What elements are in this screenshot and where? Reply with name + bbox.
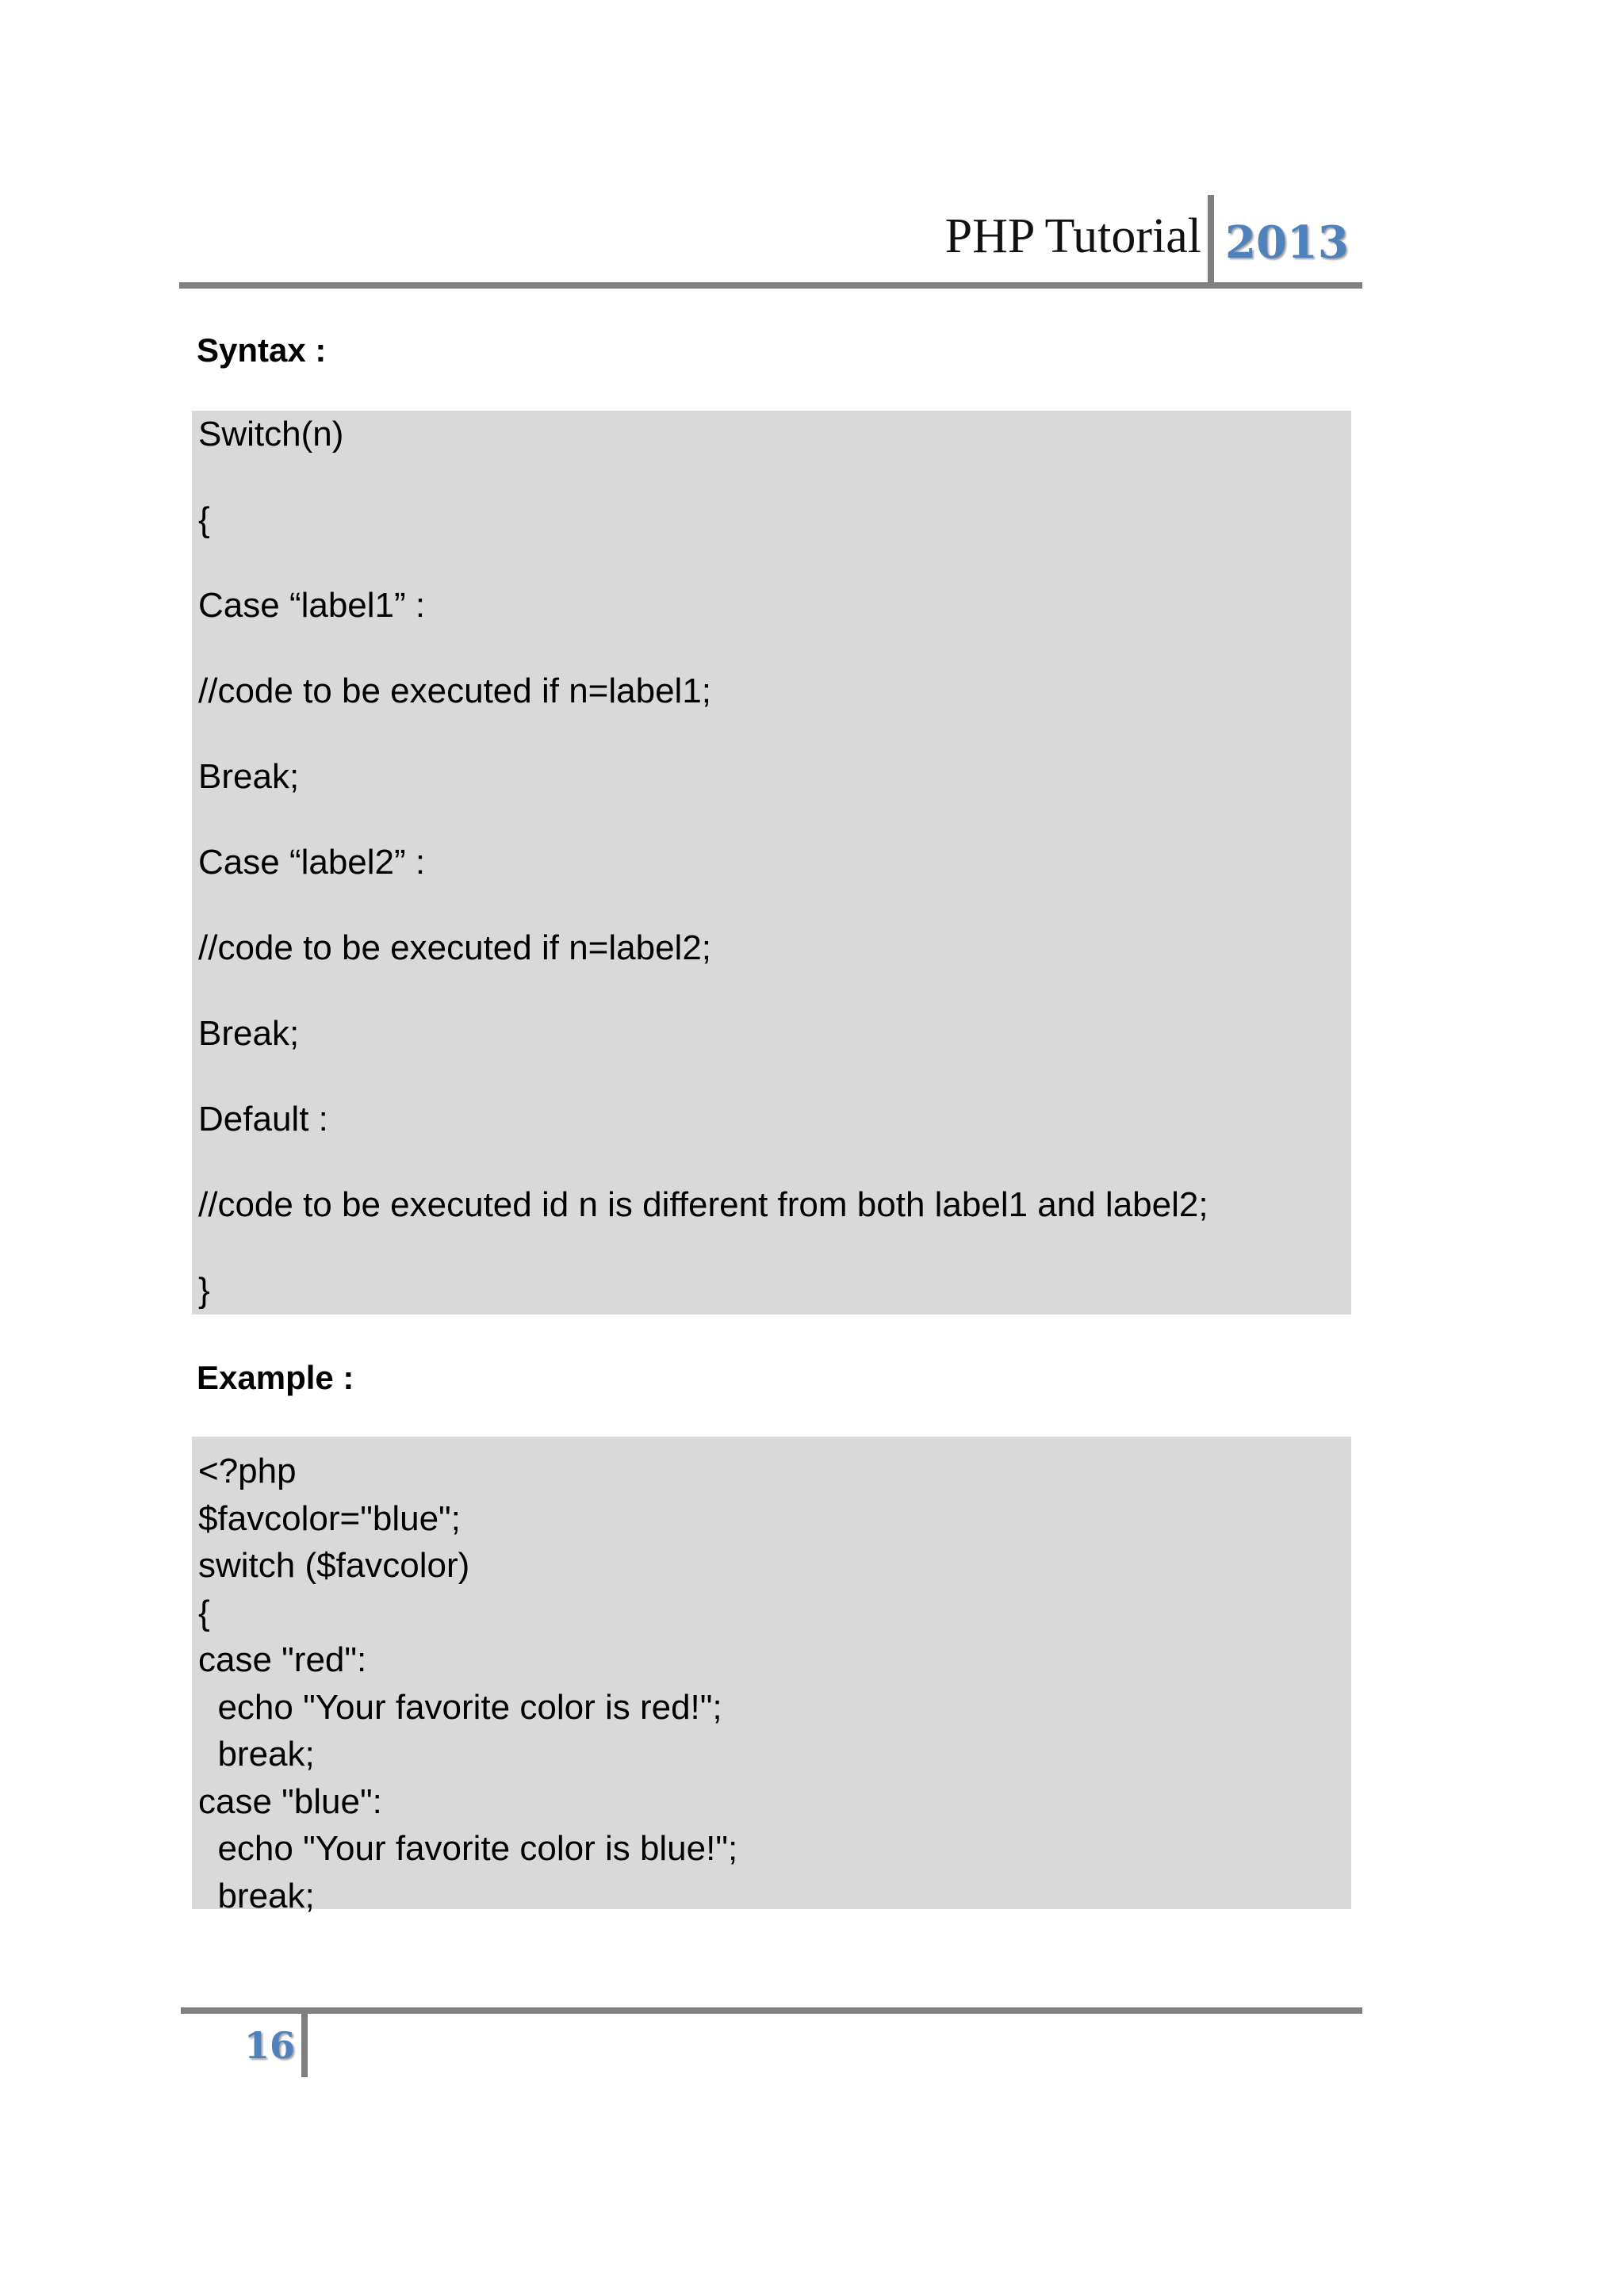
footer-divider-vertical	[301, 2011, 308, 2077]
syntax-code-line: //code to be executed id n is different from both label1 and label2;	[198, 1185, 1208, 1224]
example-code-line: $favcolor="blue";	[198, 1498, 461, 1538]
syntax-code-line: Case “label1” :	[198, 586, 426, 625]
syntax-code-line: //code to be executed if n=label1;	[198, 672, 712, 710]
syntax-code-line: }	[198, 1271, 210, 1310]
example-code-line: switch ($favcolor)	[198, 1546, 470, 1585]
page-number: 16	[243, 2024, 295, 2067]
example-code-block	[192, 1437, 1351, 1915]
syntax-code-line: Case “label2” :	[198, 843, 426, 882]
syntax-code-block	[192, 411, 1351, 1314]
example-code-line: echo "Your favorite color is red!";	[198, 1687, 722, 1727]
syntax-code-line: //code to be executed if n=label2;	[198, 928, 712, 967]
header-year: 2013	[1225, 216, 1349, 269]
example-code-line: echo "Your favorite color is blue!";	[198, 1829, 738, 1868]
footer-rule	[181, 2007, 1362, 2014]
syntax-code-line: Switch(n)	[198, 415, 344, 453]
syntax-code-line: {	[198, 500, 210, 539]
example-code-line: break;	[198, 1876, 315, 1915]
syntax-code-line: Default :	[198, 1100, 328, 1138]
syntax-heading: Syntax :	[197, 331, 327, 369]
example-code-line: <?php	[198, 1452, 297, 1490]
header-title: PHP Tutorial	[944, 209, 1201, 263]
example-code-line: break;	[198, 1735, 315, 1774]
header-divider-vertical	[1208, 195, 1214, 285]
syntax-code-line: Break;	[198, 1014, 300, 1053]
example-code-line: {	[198, 1593, 210, 1632]
syntax-code-line: Break;	[198, 757, 300, 796]
header-rule	[179, 282, 1362, 289]
example-code-line: case "blue":	[198, 1781, 382, 1821]
example-code-line: case "red":	[198, 1640, 367, 1679]
example-heading: Example :	[197, 1359, 354, 1396]
